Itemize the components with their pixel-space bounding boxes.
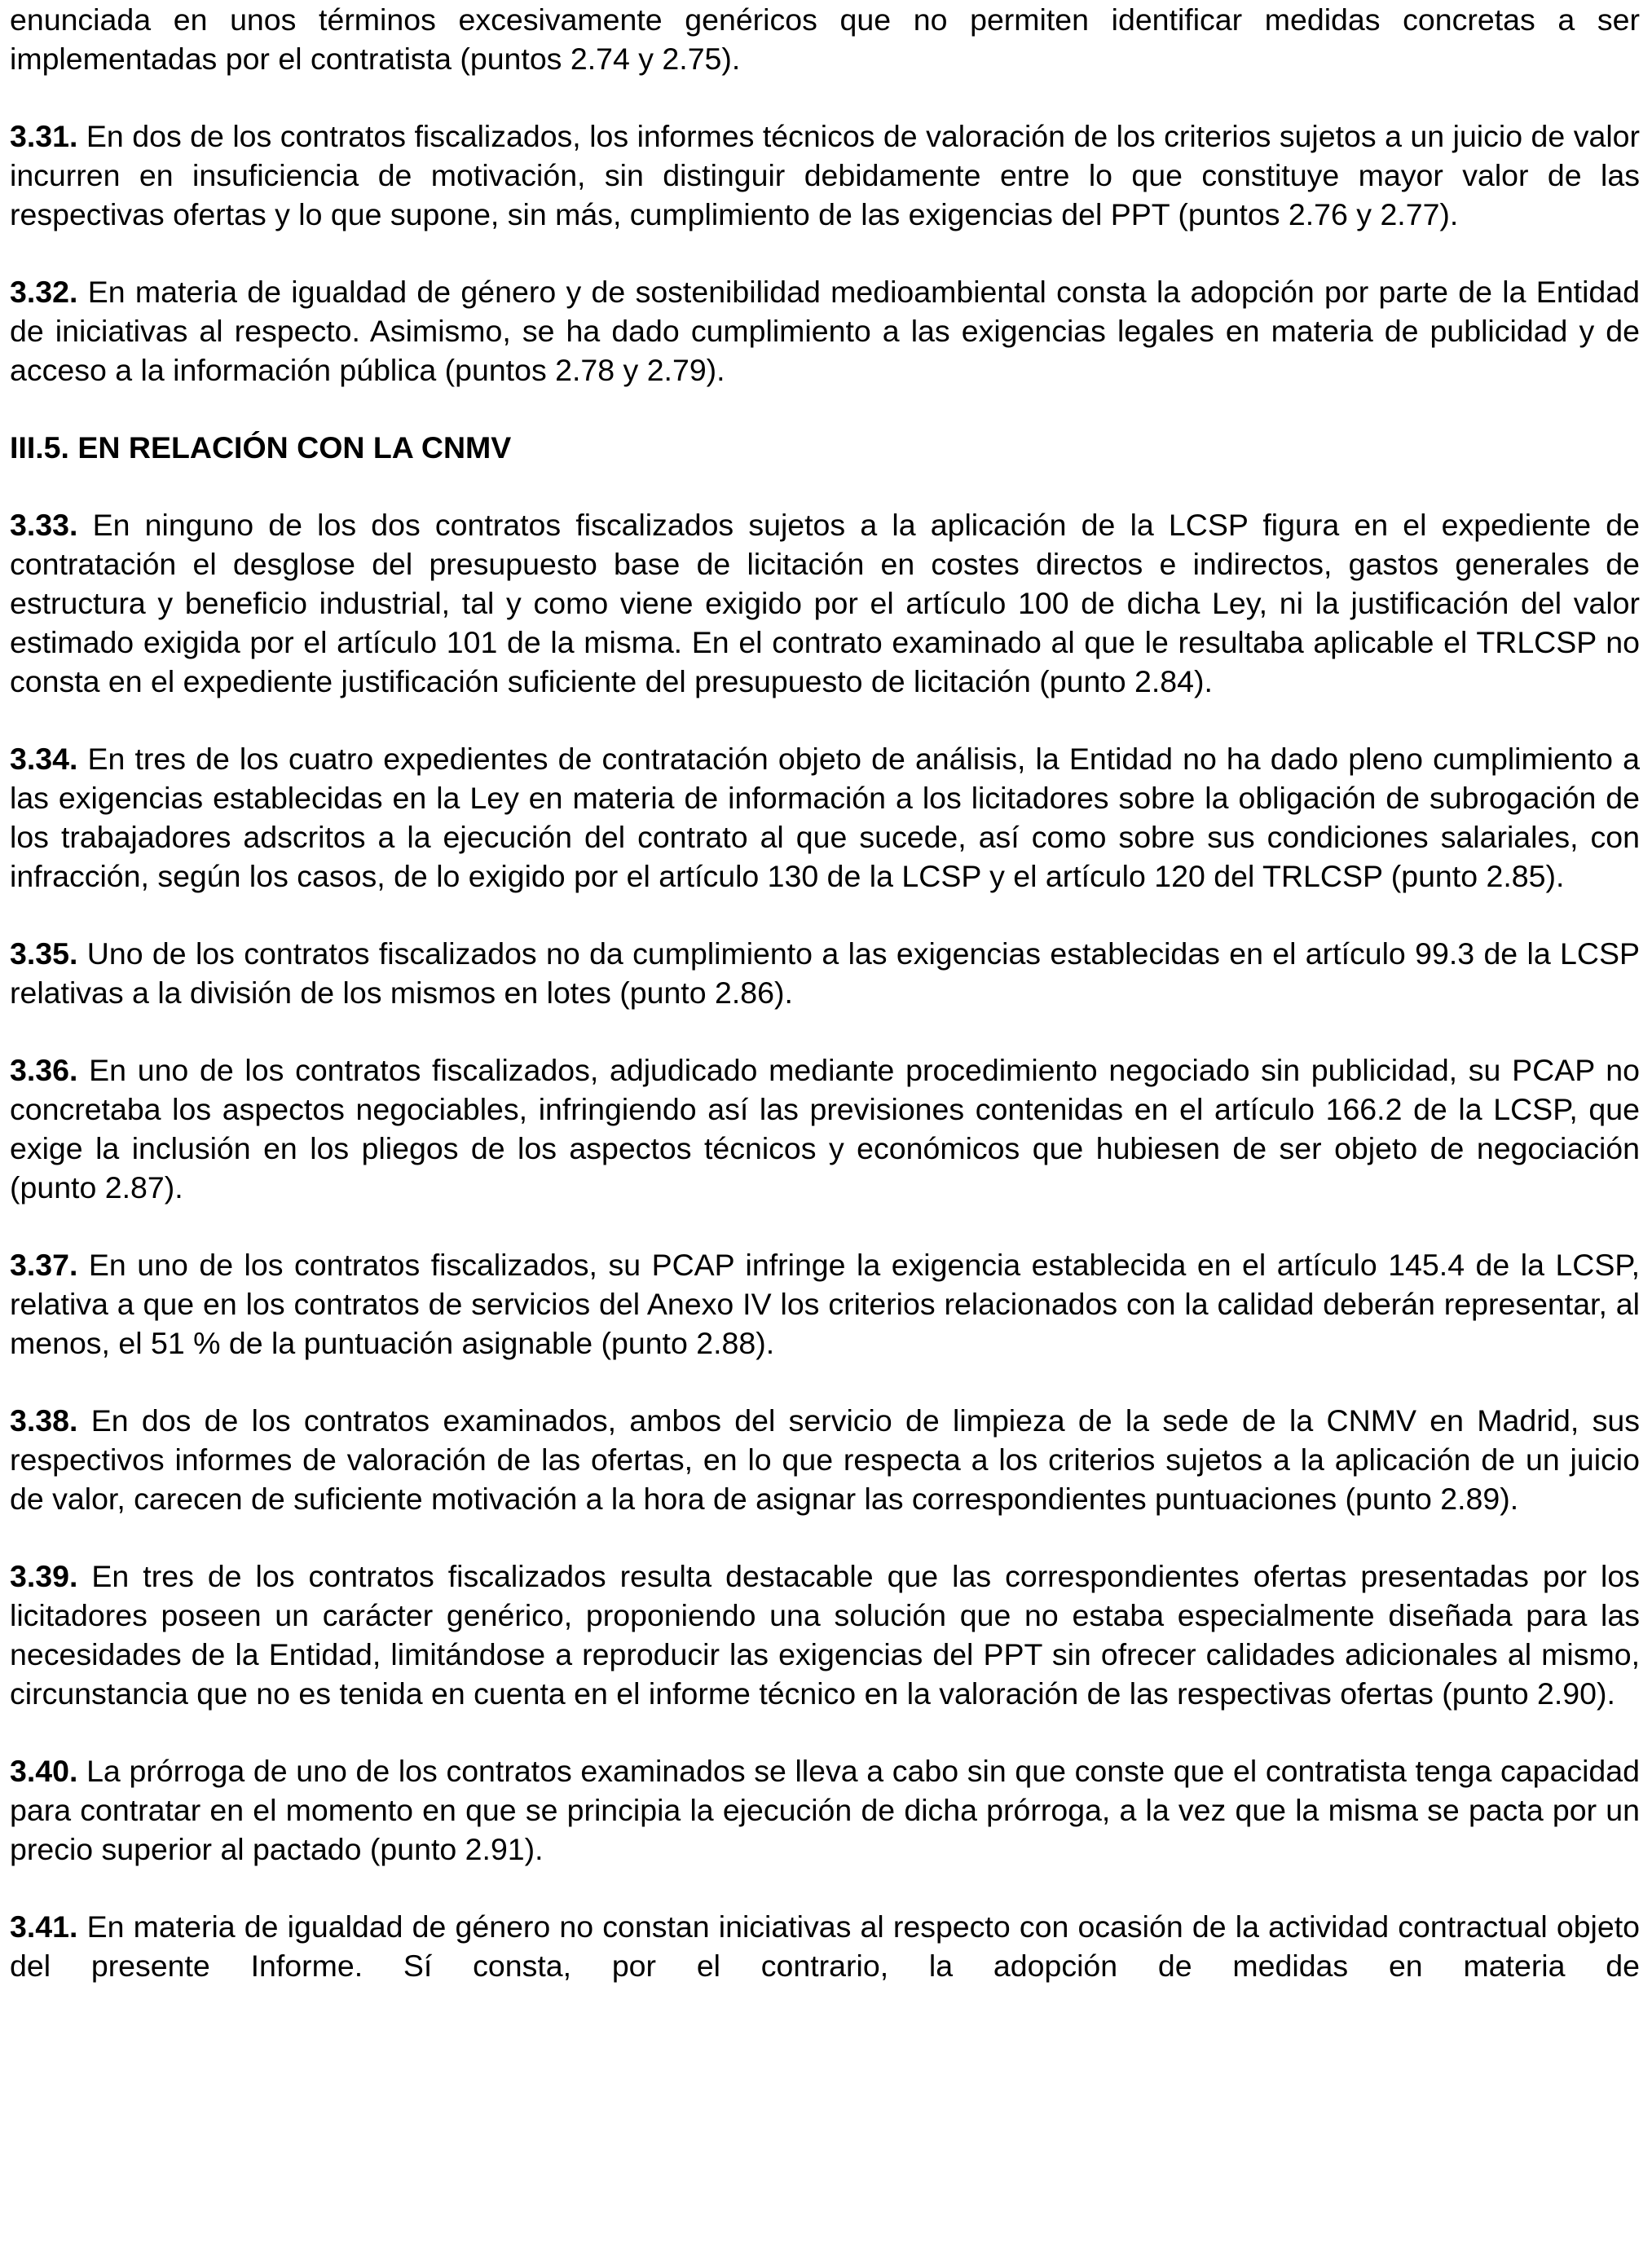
section-heading: III.5. EN RELACIÓN CON LA CNMV (10, 430, 512, 465)
paragraph-3-39 (10, 1557, 1640, 1713)
document-page (10, 0, 1640, 1985)
paragraph-number: 3.40. (10, 1754, 78, 1788)
paragraph-3-41 (10, 1907, 1640, 1985)
paragraph-text: En uno de los contratos fiscalizados, adjudicado mediante procedimiento negociado sin publicidad, su PCAP no concretaba los aspectos negociables, infringiendo así las previsiones contenidas en el artículo 166.2 de la LCSP, que exige la inclusión en los pliegos de los aspectos técnicos y económicos que hubiesen de ser objeto de negociación (punto 2.87). (10, 1053, 1640, 1204)
paragraph-text: En dos de los contratos fiscalizados, los informes técnicos de valoración de los criterios sujetos a un juicio de valor incurren en insuficiencia de motivación, sin distinguir debidamente entre lo que constituye mayor valor de las respectivas ofertas y lo que supone, sin más, cumplimiento de las exigencias del PPT (puntos 2.76 y 2.77). (10, 119, 1641, 231)
paragraph-number: 3.38. (10, 1403, 78, 1438)
paragraph-number: 3.32. (10, 275, 78, 309)
paragraph-text: En materia de igualdad de género no constan iniciativas al respecto con ocasión de la actividad contractual objeto del presente Informe. Sí consta, por el contrario, la adopción de medidas en materia de (10, 1909, 1641, 1983)
paragraph-3-35 (10, 934, 1640, 1012)
paragraph-3-36 (10, 1050, 1640, 1207)
paragraph-text: En materia de igualdad de género y de sostenibilidad medioambiental consta la adopción por parte de la Entidad de iniciativas al respecto. Asimismo, se ha dado cumplimiento a las exigencias legales en materia de publicidad y de acceso a la información pública (puntos 2.78 y 2.79). (10, 275, 1640, 387)
paragraph-text: En uno de los contratos fiscalizados, su PCAP infringe la exigencia establecida en el artículo 145.4 de la LCSP, relativa a que en los contratos de servicios del Anexo IV los criterios relacionados con la calidad deberán representar, al menos, el 51 % de la puntuación asignable (punto 2.88). (10, 1248, 1640, 1360)
paragraph-3-34 (10, 739, 1640, 896)
paragraph-3-33 (10, 505, 1640, 701)
paragraph-number: 3.39. (10, 1559, 78, 1593)
paragraph-number: 3.41. (10, 1909, 78, 1944)
paragraph-text: En dos de los contratos examinados, ambos del servicio de limpieza de la sede de la CNMV en Madrid, sus respectivos informes de valoración de las ofertas, en lo que respecta a los criterios sujetos a la aplicación de un juicio de valor, carecen de suficiente motivación a la hora de asignar las correspondientes puntuaciones (punto 2.89). (10, 1403, 1640, 1516)
paragraph-text: Uno de los contratos fiscalizados no da cumplimiento a las exigencias establecidas en el artículo 99.3 de la LCSP relativas a la división de los mismos en lotes (punto 2.86). (10, 936, 1641, 1010)
paragraph-3-31 (10, 117, 1640, 234)
paragraph-number: 3.33. (10, 508, 78, 542)
paragraph-text: La prórroga de uno de los contratos examinados se lleva a cabo sin que conste que el contratista tenga capacidad para contratar en el momento en que se principia la ejecución de dicha prórroga, a la vez que la misma se pacta por un precio superior al pactado (punto 2.91). (10, 1754, 1640, 1866)
paragraph-number: 3.34. (10, 742, 78, 776)
paragraph-number: 3.37. (10, 1248, 78, 1282)
paragraph-3-40 (10, 1751, 1640, 1869)
paragraph-text: En ninguno de los dos contratos fiscalizados sujetos a la aplicación de la LCSP figura en el expediente de contratación el desglose del presupuesto base de licitación en costes directos e indirectos, gastos generales de estructura y beneficio industrial, tal y como viene exigido por el artículo 100 de dicha Ley, ni la justificación del valor estimado exigida por el artículo 101 de la misma. En el contrato examinado al que le resultaba aplicable el TRLCSP no consta en el expediente justificación suficiente del presupuesto de licitación (punto 2.84). (10, 508, 1640, 698)
paragraph-text: En tres de los cuatro expedientes de contratación objeto de análisis, la Entidad no ha dado pleno cumplimiento a las exigencias establecidas en la Ley en materia de información a los licitadores sobre la obligación de subrogación de los trabajadores adscritos a la ejecución del contrato al que sucede, así como sobre sus condiciones salariales, con infracción, según los casos, de lo exigido por el artículo 130 de la LCSP y el artículo 120 del TRLCSP (punto 2.85). (10, 742, 1641, 893)
paragraph-number: 3.35. (10, 936, 78, 971)
paragraph-3-38 (10, 1401, 1640, 1518)
paragraph-number: 3.36. (10, 1053, 78, 1087)
paragraph-3-32 (10, 272, 1640, 390)
paragraph-number: 3.31. (10, 119, 78, 153)
paragraph-3-37 (10, 1245, 1640, 1363)
continuation-paragraph: enunciada en unos términos excesivamente genéricos que no permiten identificar medidas concretas a ser implementadas por el contratista (puntos 2.74 y 2.75). (10, 2, 1640, 76)
paragraph-text: En tres de los contratos fiscalizados resulta destacable que las correspondientes ofertas presentadas por los licitadores poseen un carácter genérico, proponiendo una solución que no estaba especialmente diseñada para las necesidades de la Entidad, limitándose a reproducir las exigencias del PPT sin ofrecer calidades adicionales al mismo, circunstancia que no es tenida en cuenta en el informe técnico en la valoración de las respectivas ofertas (punto 2.90). (10, 1559, 1640, 1711)
